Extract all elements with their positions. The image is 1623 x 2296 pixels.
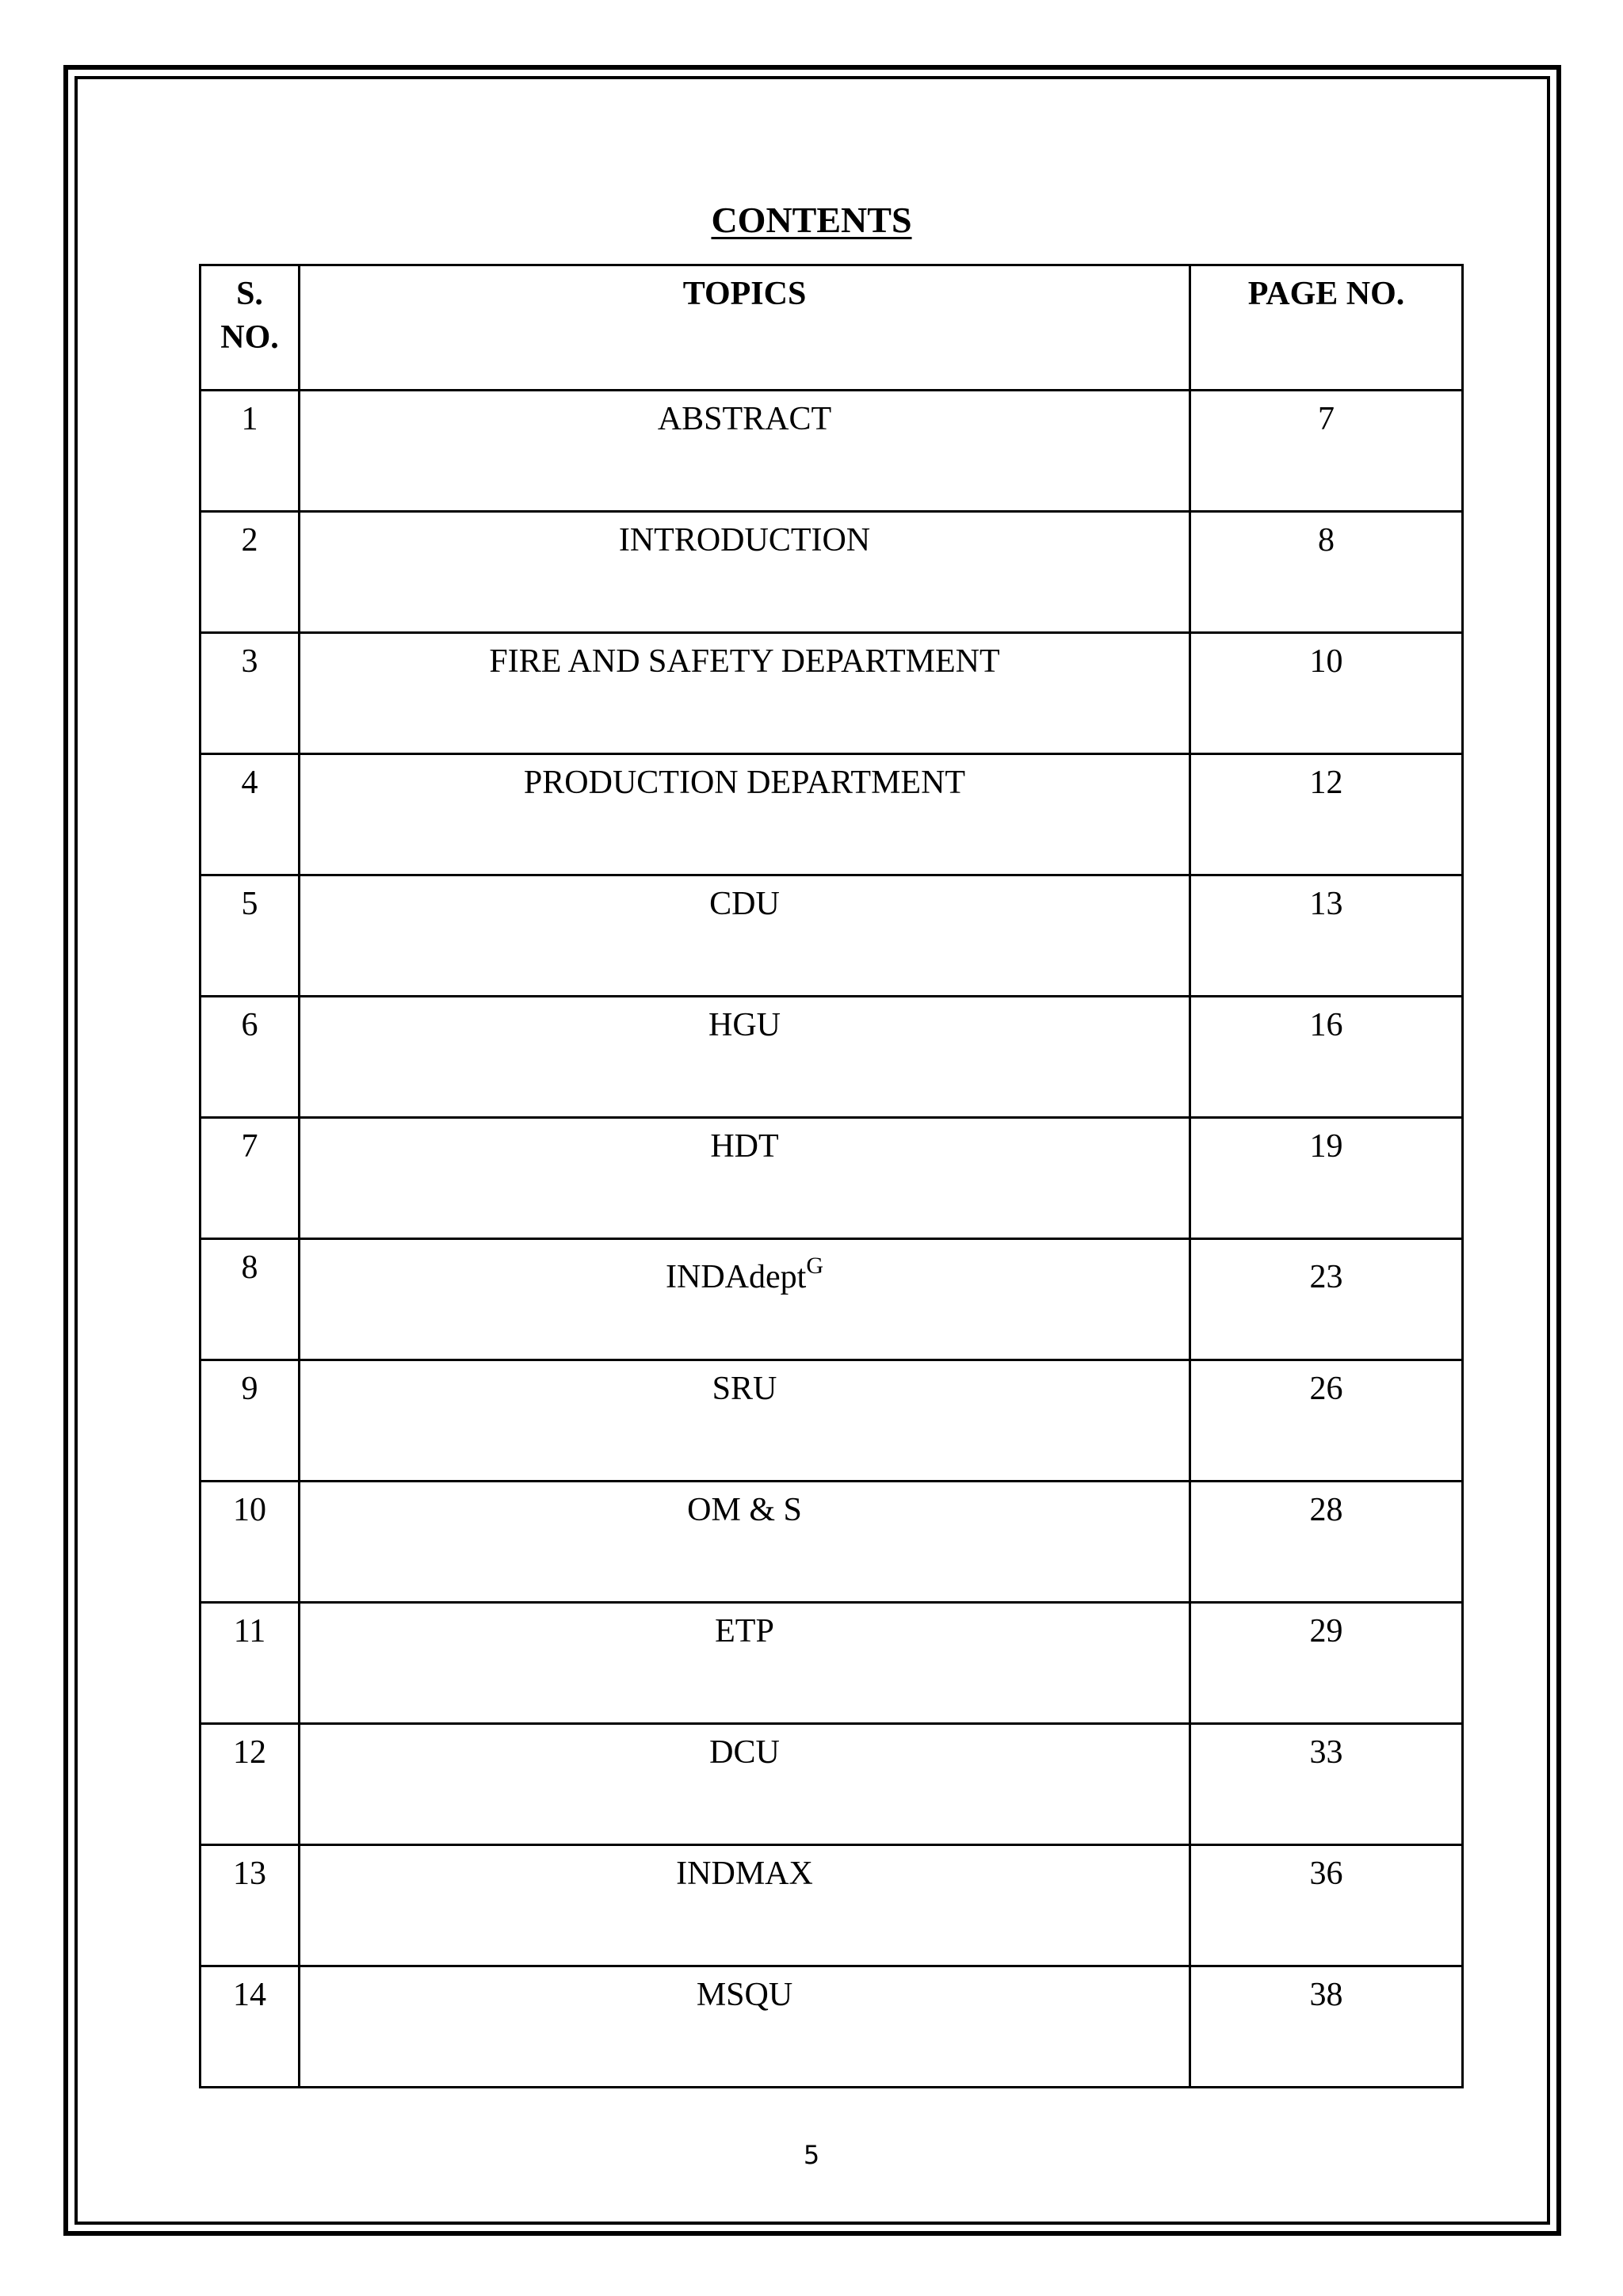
row-topic-text: INDAdept bbox=[666, 1259, 807, 1295]
contents-table bbox=[199, 264, 1464, 2088]
row-topic: OM & S bbox=[300, 1482, 1190, 1603]
page-number: 5 bbox=[803, 2140, 820, 2170]
table-row bbox=[200, 633, 1463, 754]
row-page: 38 bbox=[1190, 1966, 1463, 2088]
row-page: 13 bbox=[1190, 875, 1463, 997]
row-sno: 9 bbox=[200, 1360, 300, 1482]
row-topic-superscript: G bbox=[806, 1253, 823, 1279]
row-topic bbox=[300, 1239, 1190, 1360]
header-topics: TOPICS bbox=[300, 265, 1190, 391]
table-row bbox=[200, 997, 1463, 1118]
row-page: 36 bbox=[1190, 1845, 1463, 1966]
row-topic: ETP bbox=[300, 1603, 1190, 1724]
row-sno: 4 bbox=[200, 754, 300, 875]
row-page: 10 bbox=[1190, 633, 1463, 754]
contents-title bbox=[0, 196, 1623, 244]
table-row bbox=[200, 875, 1463, 997]
row-topic: HGU bbox=[300, 997, 1190, 1118]
row-sno: 5 bbox=[200, 875, 300, 997]
row-sno: 14 bbox=[200, 1966, 300, 2088]
row-sno: 7 bbox=[200, 1118, 300, 1239]
row-page: 33 bbox=[1190, 1724, 1463, 1845]
header-sno: S. NO. bbox=[200, 265, 300, 391]
row-page: 8 bbox=[1190, 512, 1463, 633]
row-sno: 1 bbox=[200, 391, 300, 512]
table-row bbox=[200, 1118, 1463, 1239]
header-page-no: PAGE NO. bbox=[1190, 265, 1463, 391]
table-row bbox=[200, 754, 1463, 875]
row-page: 29 bbox=[1190, 1603, 1463, 1724]
table-row bbox=[200, 1966, 1463, 2088]
row-sno: 6 bbox=[200, 997, 300, 1118]
row-topic: HDT bbox=[300, 1118, 1190, 1239]
row-topic: ABSTRACT bbox=[300, 391, 1190, 512]
row-topic: FIRE AND SAFETY DEPARTMENT bbox=[300, 633, 1190, 754]
row-sno: 13 bbox=[200, 1845, 300, 1966]
row-sno: 3 bbox=[200, 633, 300, 754]
row-sno: 2 bbox=[200, 512, 300, 633]
row-topic: INDMAX bbox=[300, 1845, 1190, 1966]
row-topic: MSQU bbox=[300, 1966, 1190, 2088]
table-row bbox=[200, 1482, 1463, 1603]
row-page: 28 bbox=[1190, 1482, 1463, 1603]
table-row bbox=[200, 1360, 1463, 1482]
row-sno: 12 bbox=[200, 1724, 300, 1845]
row-sno: 10 bbox=[200, 1482, 300, 1603]
contents-title-text: CONTENTS bbox=[711, 200, 912, 240]
table-row bbox=[200, 512, 1463, 633]
row-topic: PRODUCTION DEPARTMENT bbox=[300, 754, 1190, 875]
table-row bbox=[200, 1603, 1463, 1724]
row-topic: DCU bbox=[300, 1724, 1190, 1845]
table-row bbox=[200, 1239, 1463, 1360]
row-page: 12 bbox=[1190, 754, 1463, 875]
row-page: 23 bbox=[1190, 1239, 1463, 1360]
row-page: 7 bbox=[1190, 391, 1463, 512]
row-topic: SRU bbox=[300, 1360, 1190, 1482]
row-page: 16 bbox=[1190, 997, 1463, 1118]
row-page: 26 bbox=[1190, 1360, 1463, 1482]
table-row bbox=[200, 391, 1463, 512]
table-row bbox=[200, 1724, 1463, 1845]
row-page: 19 bbox=[1190, 1118, 1463, 1239]
row-sno: 11 bbox=[200, 1603, 300, 1724]
table-header-row bbox=[200, 265, 1463, 391]
row-sno: 8 bbox=[200, 1239, 300, 1360]
table-row bbox=[200, 1845, 1463, 1966]
row-topic: CDU bbox=[300, 875, 1190, 997]
row-topic: INTRODUCTION bbox=[300, 512, 1190, 633]
